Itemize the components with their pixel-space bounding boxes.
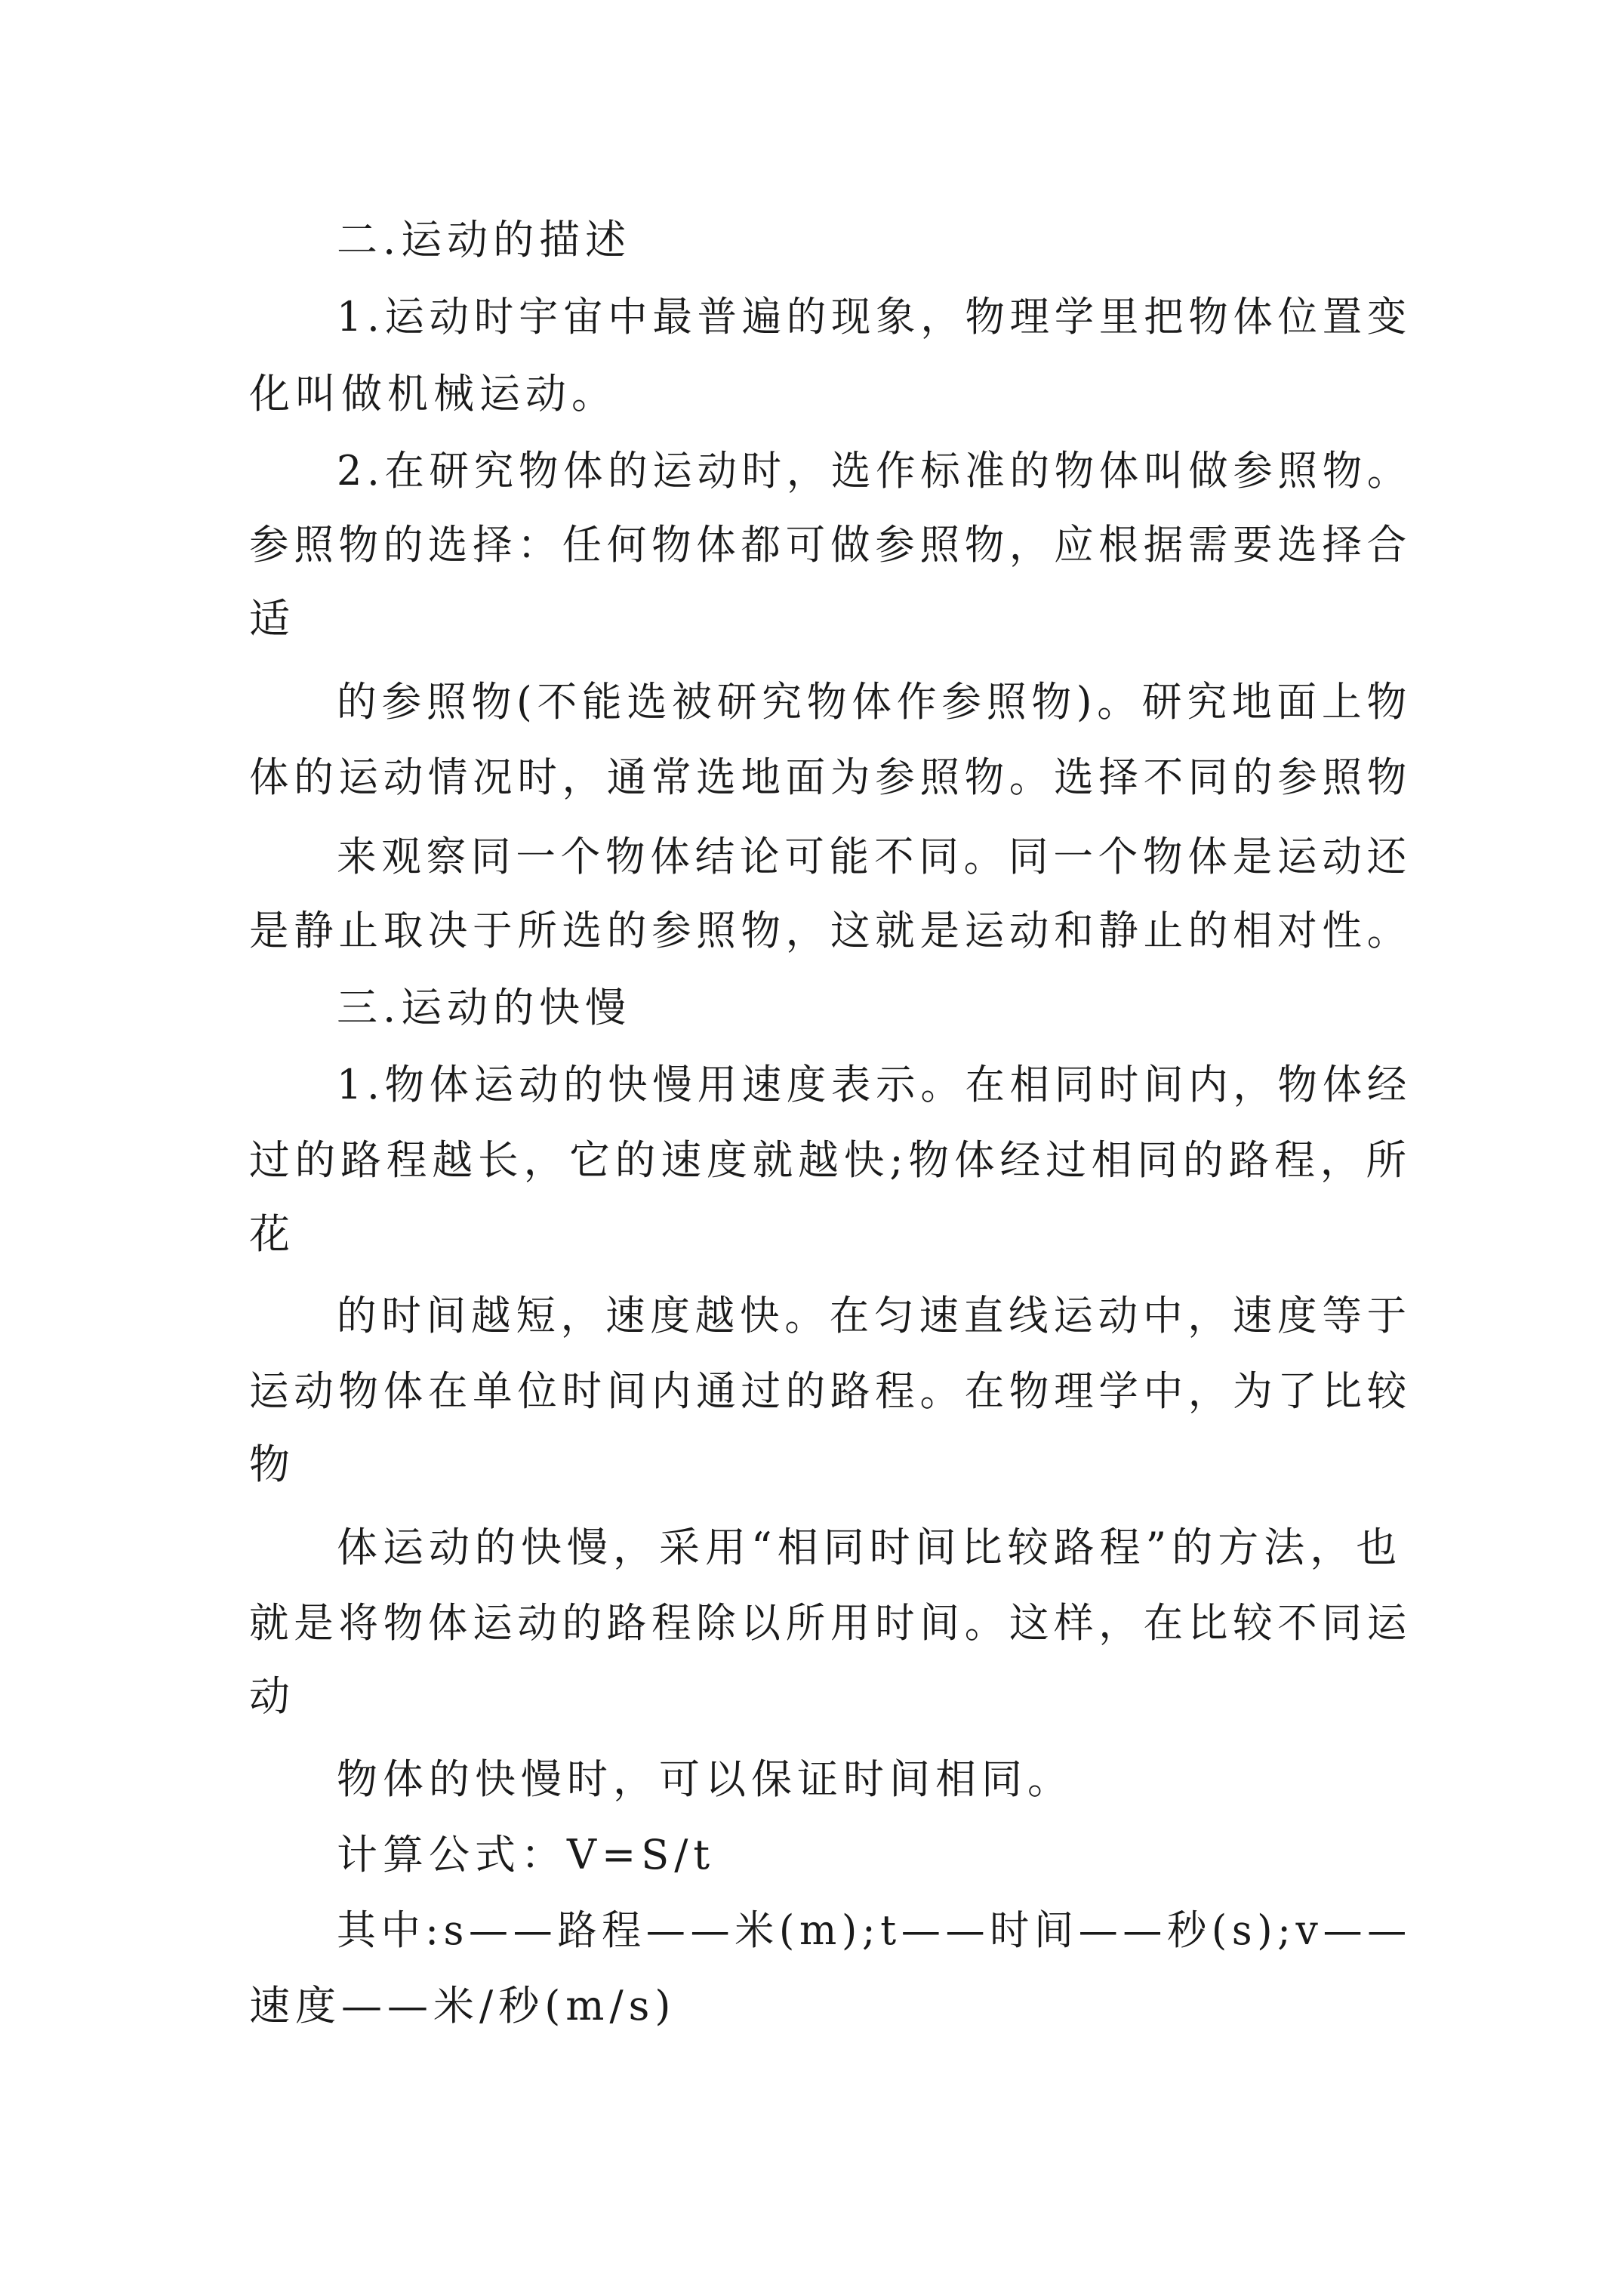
paragraph-line: 体运动的快慢，采用“相同时间比较路程”的方法，也	[337, 1524, 1403, 1571]
paragraph-line: 物体的快慢时，可以保证时间相同。	[337, 1755, 1073, 1803]
formula-variables-line: 其中:s——路程——米(m);t——时间——秒(s);v——	[337, 1906, 1412, 1954]
paragraph-line: 1.物体运动的快慢用速度表示。在相同时间内，物体经	[337, 1061, 1412, 1108]
paragraph-line: 2.在研究物体的运动时，选作标准的物体叫做参照物。	[337, 447, 1412, 495]
paragraph-line: 的时间越短，速度越快。在匀速直线运动中，速度等于	[337, 1292, 1412, 1339]
paragraph-line: 就是将物体运动的路程除以所用时间。这样，在比较不同运	[249, 1599, 1412, 1647]
formula-line: 计算公式：V=S/t	[337, 1831, 716, 1878]
paragraph-line: 动	[249, 1672, 295, 1720]
paragraph-line: 的参照物(不能选被研究物体作参照物)。研究地面上物	[337, 678, 1412, 726]
paragraph-line: 体的运动情况时，通常选地面为参照物。选择不同的参照物	[249, 754, 1412, 801]
paragraph-line: 参照物的选择：任何物体都可做参照物，应根据需要选择合	[249, 521, 1412, 569]
section-heading-motion-speed: 三.运动的快慢	[337, 984, 632, 1031]
section-heading-motion-description: 二.运动的描述	[337, 216, 632, 264]
paragraph-line: 适	[249, 595, 295, 643]
paragraph-line: 花	[249, 1210, 295, 1258]
formula-variables-line: 速度——米/秒(m/s)	[249, 1982, 676, 2029]
paragraph-line: 运动物体在单位时间内通过的路程。在物理学中，为了比较	[249, 1367, 1412, 1415]
paragraph-line: 1.运动时宇宙中最普遍的现象，物理学里把物体位置变	[337, 293, 1412, 341]
paragraph-line: 来观察同一个物体结论可能不同。同一个物体是运动还	[337, 833, 1412, 880]
paragraph-line: 物	[249, 1441, 295, 1488]
paragraph-line: 是静止取决于所选的参照物，这就是运动和静止的相对性。	[249, 907, 1412, 954]
paragraph-line: 过的路程越长，它的速度就越快;物体经过相同的路程，所	[249, 1136, 1412, 1184]
paragraph-line: 化叫做机械运动。	[249, 370, 617, 418]
